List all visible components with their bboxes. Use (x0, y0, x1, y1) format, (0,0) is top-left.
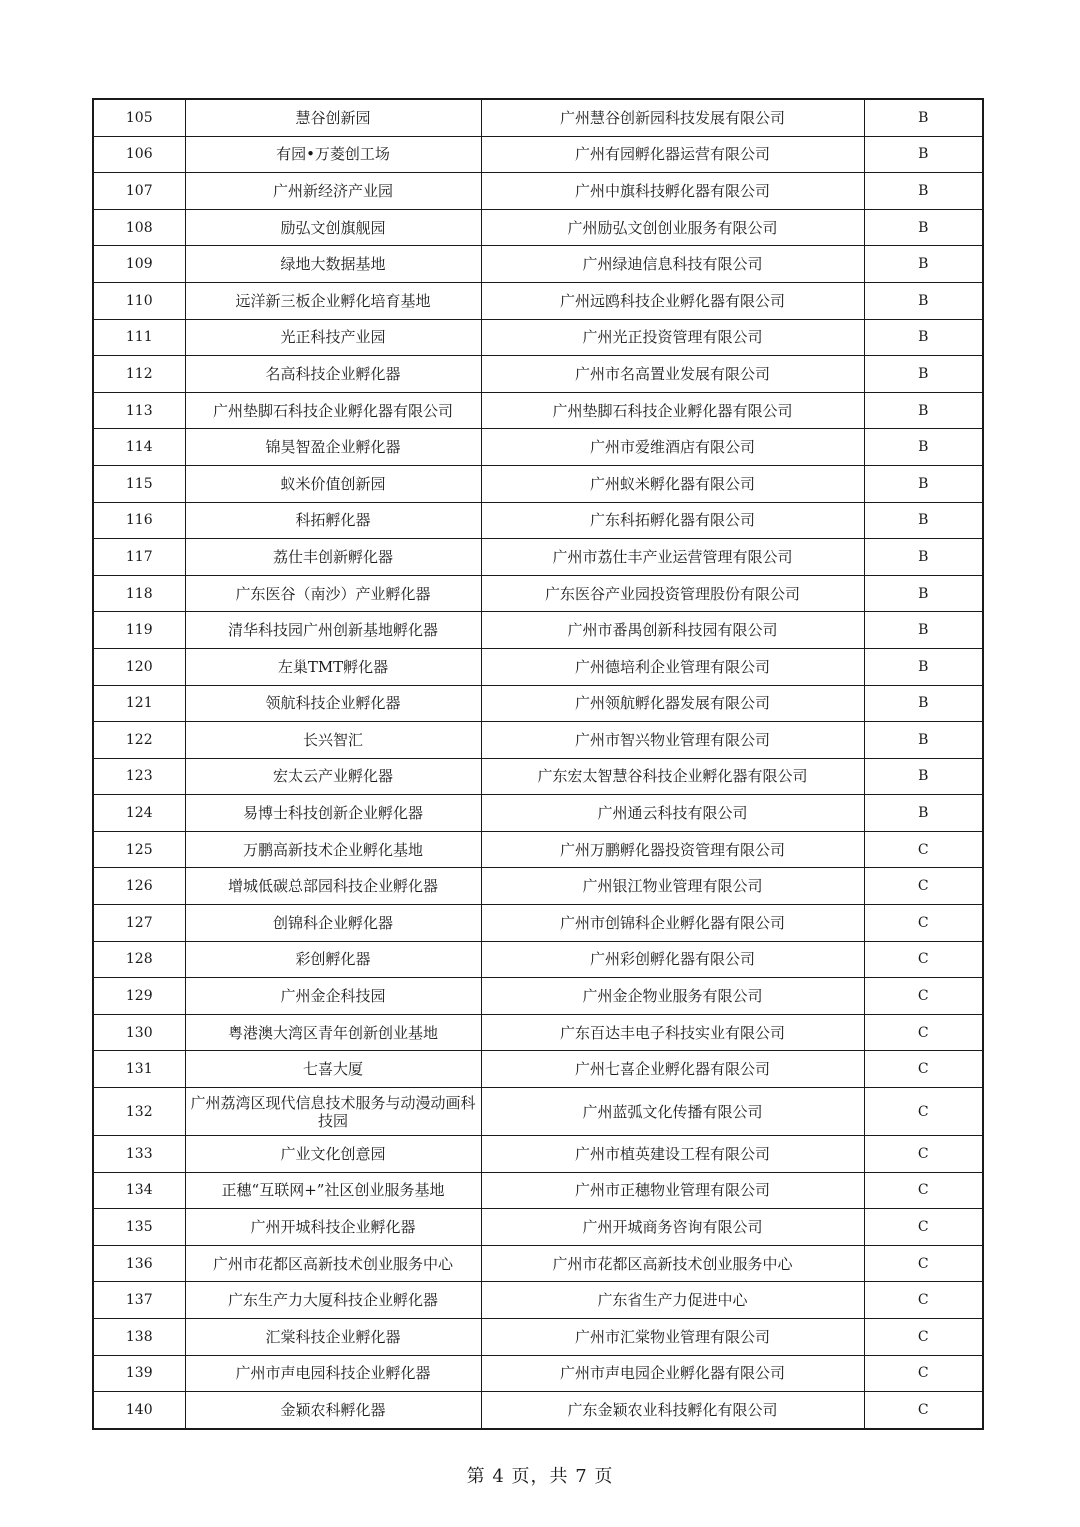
evaluation-grade: C (864, 1014, 983, 1051)
evaluation-grade: C (864, 905, 983, 942)
evaluation-grade: B (864, 173, 983, 210)
incubator-name: 金颖农科孵化器 (185, 1392, 481, 1429)
evaluation-grade: C (864, 868, 983, 905)
incubator-name: 广州开城科技企业孵化器 (185, 1209, 481, 1246)
row-number: 129 (93, 978, 185, 1015)
evaluation-grade: B (864, 465, 983, 502)
evaluation-grade: B (864, 282, 983, 319)
incubator-name: 增城低碳总部园科技企业孵化器 (185, 868, 481, 905)
evaluation-grade: B (864, 429, 983, 466)
table-row (93, 1088, 983, 1136)
table-row (93, 1245, 983, 1282)
row-number: 123 (93, 758, 185, 795)
evaluation-grade: C (864, 1051, 983, 1088)
incubator-name: 科拓孵化器 (185, 502, 481, 539)
operator-company: 广州有园孵化器运营有限公司 (481, 136, 864, 173)
operator-company: 广州绿迪信息科技有限公司 (481, 246, 864, 283)
incubator-name: 广业文化创意园 (185, 1136, 481, 1173)
operator-company: 广东省生产力促进中心 (481, 1282, 864, 1319)
table-row (93, 722, 983, 759)
operator-company: 广州市智兴物业管理有限公司 (481, 722, 864, 759)
operator-company: 广州光正投资管理有限公司 (481, 319, 864, 356)
table-row (93, 1355, 983, 1392)
evaluation-grade: C (864, 941, 983, 978)
operator-company: 广东金颖农业科技孵化有限公司 (481, 1392, 864, 1429)
row-number: 138 (93, 1319, 185, 1356)
operator-company: 广州市名高置业发展有限公司 (481, 356, 864, 393)
row-number: 132 (93, 1088, 185, 1136)
row-number: 134 (93, 1172, 185, 1209)
operator-company: 广东百达丰电子科技实业有限公司 (481, 1014, 864, 1051)
incubator-name: 有园•万菱创工场 (185, 136, 481, 173)
incubator-name: 领航科技企业孵化器 (185, 685, 481, 722)
row-number: 120 (93, 648, 185, 685)
row-number: 122 (93, 722, 185, 759)
incubator-name: 易博士科技创新企业孵化器 (185, 795, 481, 832)
evaluation-grade: B (864, 612, 983, 649)
evaluation-grade: B (864, 246, 983, 283)
evaluation-grade: B (864, 136, 983, 173)
table-body (93, 99, 983, 1429)
evaluation-grade: C (864, 1209, 983, 1246)
evaluation-grade: B (864, 648, 983, 685)
table-row (93, 539, 983, 576)
table-row (93, 465, 983, 502)
table-row (93, 612, 983, 649)
evaluation-grade: B (864, 539, 983, 576)
evaluation-grade: C (864, 1355, 983, 1392)
incubator-name: 长兴智汇 (185, 722, 481, 759)
incubator-name: 广州市花都区高新技术创业服务中心 (185, 1245, 481, 1282)
incubator-name: 锦昊智盈企业孵化器 (185, 429, 481, 466)
evaluation-grade: C (864, 1319, 983, 1356)
table-row (93, 978, 983, 1015)
operator-company: 广州蚁米孵化器有限公司 (481, 465, 864, 502)
row-number: 121 (93, 685, 185, 722)
incubator-name: 彩创孵化器 (185, 941, 481, 978)
operator-company: 广州万鹏孵化器投资管理有限公司 (481, 831, 864, 868)
incubator-name: 远洋新三板企业孵化培育基地 (185, 282, 481, 319)
evaluation-grade: C (864, 1088, 983, 1136)
row-number: 136 (93, 1245, 185, 1282)
table-row (93, 941, 983, 978)
incubator-name: 荔仕丰创新孵化器 (185, 539, 481, 576)
operator-company: 广州励弘文创创业服务有限公司 (481, 209, 864, 246)
evaluation-grade: B (864, 722, 983, 759)
row-number: 125 (93, 831, 185, 868)
row-number: 115 (93, 465, 185, 502)
row-number: 116 (93, 502, 185, 539)
table-row (93, 173, 983, 210)
row-number: 140 (93, 1392, 185, 1429)
incubator-name: 七喜大厦 (185, 1051, 481, 1088)
incubator-name: 粤港澳大湾区青年创新创业基地 (185, 1014, 481, 1051)
operator-company: 广东医谷产业园投资管理股份有限公司 (481, 575, 864, 612)
row-number: 135 (93, 1209, 185, 1246)
operator-company: 广东科拓孵化器有限公司 (481, 502, 864, 539)
row-number: 124 (93, 795, 185, 832)
operator-company: 广州通云科技有限公司 (481, 795, 864, 832)
incubator-name: 绿地大数据基地 (185, 246, 481, 283)
operator-company: 广州市创锦科企业孵化器有限公司 (481, 905, 864, 942)
evaluation-grade: B (864, 392, 983, 429)
incubator-name: 广州金企科技园 (185, 978, 481, 1015)
table-row (93, 429, 983, 466)
operator-company: 广州市荔仕丰产业运营管理有限公司 (481, 539, 864, 576)
table-row (93, 1136, 983, 1173)
table-row (93, 1051, 983, 1088)
row-number: 119 (93, 612, 185, 649)
incubator-list-table (92, 98, 984, 1430)
operator-company: 广州彩创孵化器有限公司 (481, 941, 864, 978)
evaluation-grade: C (864, 978, 983, 1015)
evaluation-grade: C (864, 1282, 983, 1319)
row-number: 114 (93, 429, 185, 466)
row-number: 111 (93, 319, 185, 356)
table-row (93, 868, 983, 905)
table-row (93, 99, 983, 136)
table-row (93, 282, 983, 319)
table-row (93, 319, 983, 356)
table-row (93, 1282, 983, 1319)
table-row (93, 831, 983, 868)
table-row (93, 685, 983, 722)
evaluation-grade: C (864, 1392, 983, 1429)
table-row (93, 246, 983, 283)
operator-company: 广州市正穗物业管理有限公司 (481, 1172, 864, 1209)
incubator-name: 广东生产力大厦科技企业孵化器 (185, 1282, 481, 1319)
operator-company: 广州市汇棠物业管理有限公司 (481, 1319, 864, 1356)
row-number: 118 (93, 575, 185, 612)
row-number: 126 (93, 868, 185, 905)
table-row (93, 1172, 983, 1209)
row-number: 112 (93, 356, 185, 393)
incubator-name: 广东医谷（南沙）产业孵化器 (185, 575, 481, 612)
table-row (93, 1014, 983, 1051)
incubator-name: 名高科技企业孵化器 (185, 356, 481, 393)
row-number: 107 (93, 173, 185, 210)
operator-company: 广州金企物业服务有限公司 (481, 978, 864, 1015)
table-row (93, 356, 983, 393)
operator-company: 广州远鸥科技企业孵化器有限公司 (481, 282, 864, 319)
table-row (93, 1319, 983, 1356)
operator-company: 广州市声电园企业孵化器有限公司 (481, 1355, 864, 1392)
row-number: 128 (93, 941, 185, 978)
operator-company: 广州德培利企业管理有限公司 (481, 648, 864, 685)
incubator-name: 正穗“互联网+”社区创业服务基地 (185, 1172, 481, 1209)
incubator-name: 广州新经济产业园 (185, 173, 481, 210)
row-number: 106 (93, 136, 185, 173)
incubator-name: 广州垫脚石科技企业孵化器有限公司 (185, 392, 481, 429)
evaluation-grade: B (864, 209, 983, 246)
evaluation-grade: C (864, 1172, 983, 1209)
row-number: 130 (93, 1014, 185, 1051)
evaluation-grade: B (864, 99, 983, 136)
table-row (93, 502, 983, 539)
evaluation-grade: C (864, 1136, 983, 1173)
row-number: 127 (93, 905, 185, 942)
operator-company: 广州市植英建设工程有限公司 (481, 1136, 864, 1173)
row-number: 110 (93, 282, 185, 319)
table-row (93, 795, 983, 832)
table-row (93, 136, 983, 173)
operator-company: 广州市爱维酒店有限公司 (481, 429, 864, 466)
row-number: 108 (93, 209, 185, 246)
row-number: 133 (93, 1136, 185, 1173)
table-row (93, 575, 983, 612)
incubator-name: 光正科技产业园 (185, 319, 481, 356)
evaluation-grade: B (864, 758, 983, 795)
table-row (93, 1392, 983, 1429)
table-row (93, 648, 983, 685)
operator-company: 广州开城商务咨询有限公司 (481, 1209, 864, 1246)
incubator-name: 汇棠科技企业孵化器 (185, 1319, 481, 1356)
table-row (93, 758, 983, 795)
incubator-name: 广州荔湾区现代信息技术服务与动漫动画科技园 (185, 1088, 481, 1136)
incubator-name: 蚁米价值创新园 (185, 465, 481, 502)
evaluation-grade: B (864, 575, 983, 612)
incubator-name: 广州市声电园科技企业孵化器 (185, 1355, 481, 1392)
evaluation-grade: B (864, 685, 983, 722)
evaluation-grade: B (864, 319, 983, 356)
operator-company: 广州银江物业管理有限公司 (481, 868, 864, 905)
table-row (93, 905, 983, 942)
evaluation-grade: C (864, 831, 983, 868)
row-number: 113 (93, 392, 185, 429)
operator-company: 广东宏太智慧谷科技企业孵化器有限公司 (481, 758, 864, 795)
page-footer: 第 4 页，共 7 页 (466, 1466, 614, 1487)
row-number: 139 (93, 1355, 185, 1392)
incubator-name: 左巢TMT孵化器 (185, 648, 481, 685)
operator-company: 广州领航孵化器发展有限公司 (481, 685, 864, 722)
evaluation-grade: B (864, 356, 983, 393)
incubator-name: 万鹏高新技术企业孵化基地 (185, 831, 481, 868)
incubator-name: 清华科技园广州创新基地孵化器 (185, 612, 481, 649)
operator-company: 广州蓝弧文化传播有限公司 (481, 1088, 864, 1136)
evaluation-grade: B (864, 502, 983, 539)
row-number: 131 (93, 1051, 185, 1088)
evaluation-grade: C (864, 1245, 983, 1282)
table-row (93, 1209, 983, 1246)
operator-company: 广州七喜企业孵化器有限公司 (481, 1051, 864, 1088)
incubator-name: 宏太云产业孵化器 (185, 758, 481, 795)
operator-company: 广州中旗科技孵化器有限公司 (481, 173, 864, 210)
row-number: 137 (93, 1282, 185, 1319)
table-row (93, 392, 983, 429)
operator-company: 广州慧谷创新园科技发展有限公司 (481, 99, 864, 136)
operator-company: 广州市番禺创新科技园有限公司 (481, 612, 864, 649)
table-row (93, 209, 983, 246)
operator-company: 广州市花都区高新技术创业服务中心 (481, 1245, 864, 1282)
row-number: 109 (93, 246, 185, 283)
evaluation-grade: B (864, 795, 983, 832)
row-number: 105 (93, 99, 185, 136)
row-number: 117 (93, 539, 185, 576)
incubator-name: 励弘文创旗舰园 (185, 209, 481, 246)
operator-company: 广州垫脚石科技企业孵化器有限公司 (481, 392, 864, 429)
incubator-name: 创锦科企业孵化器 (185, 905, 481, 942)
incubator-name: 慧谷创新园 (185, 99, 481, 136)
